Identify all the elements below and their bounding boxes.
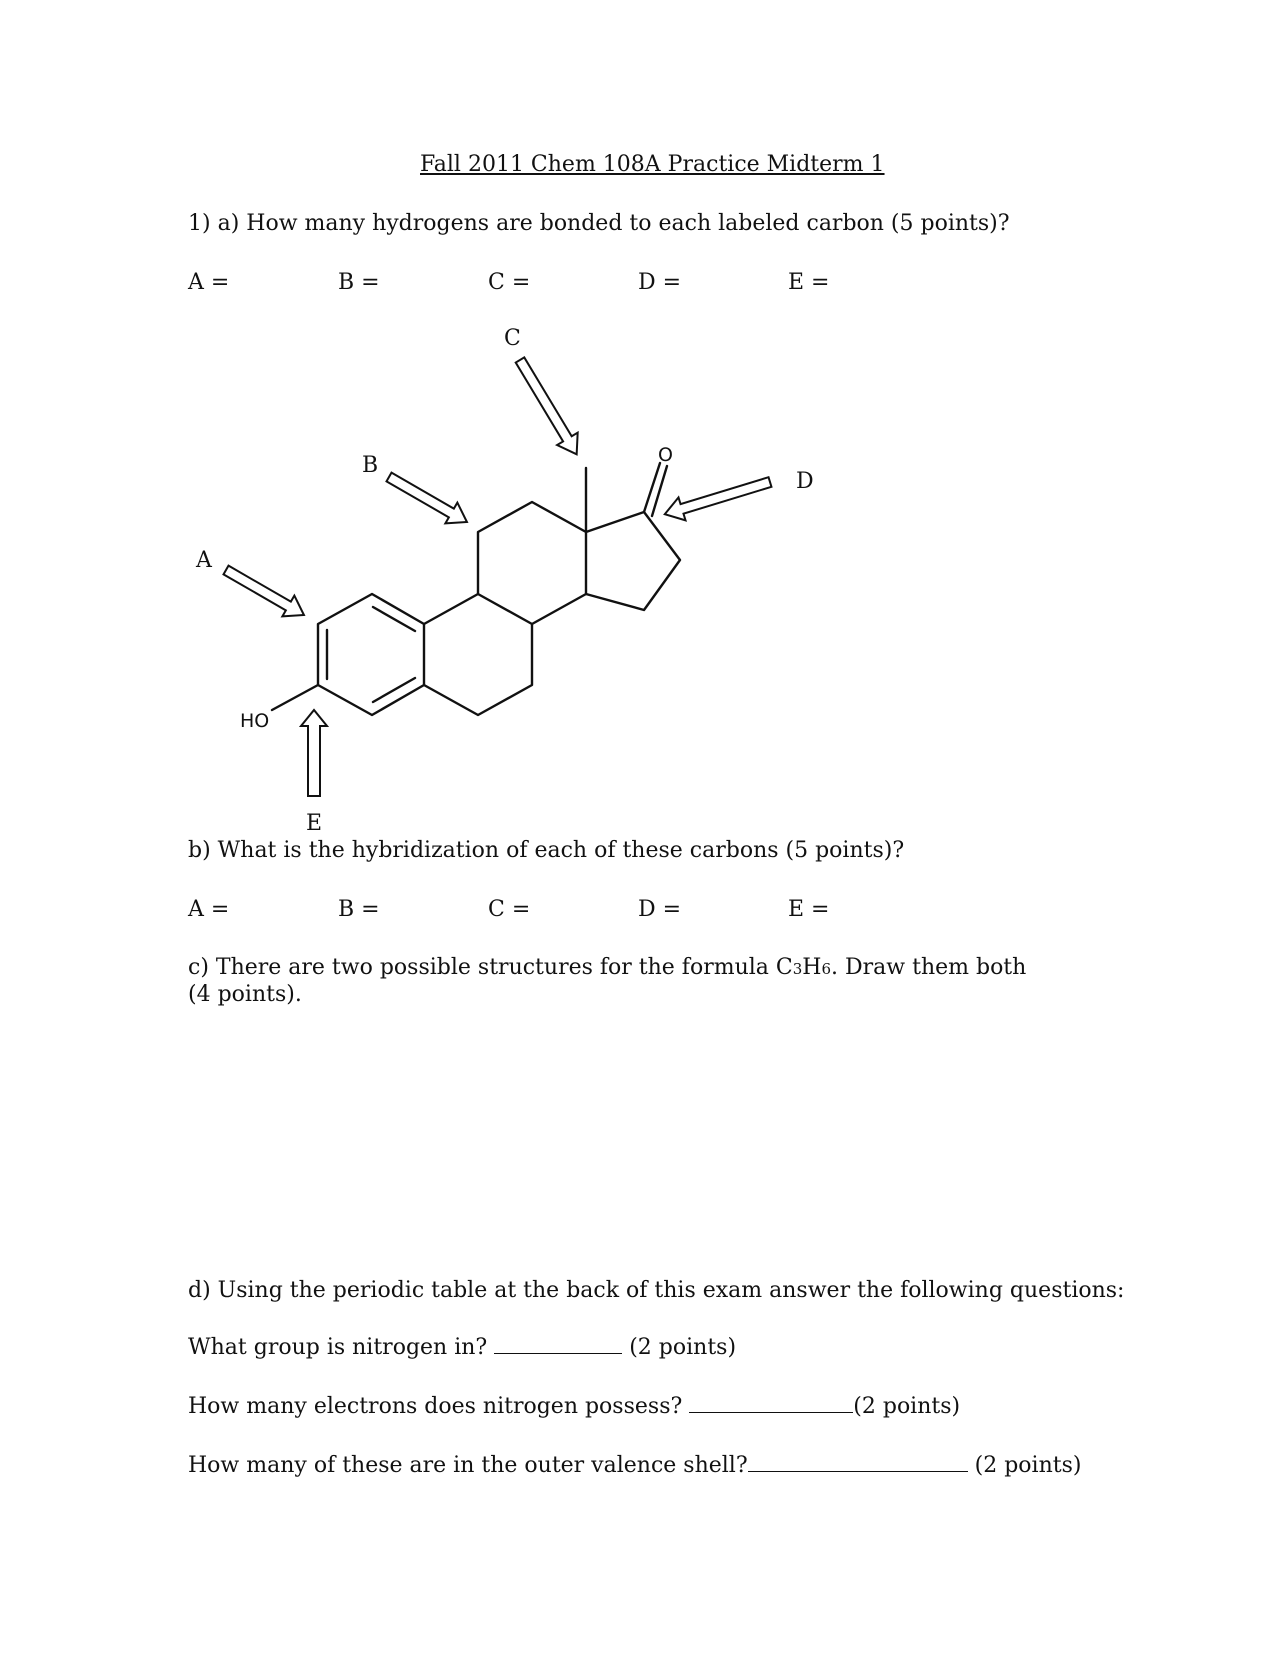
- aromatic-double-bond-1: [373, 607, 415, 631]
- carbonyl-bond-1: [644, 463, 660, 512]
- arrow-to-carbon-a: [220, 560, 310, 626]
- nitrogen-electrons-question-text: How many electrons does nitrogen possess?: [188, 1394, 690, 1419]
- question-1c-text-end: . Draw them both (4 points).: [188, 955, 1027, 1007]
- valence-electrons-question: [188, 1453, 1081, 1479]
- diagram-label-b: B: [362, 453, 379, 478]
- question-1a: 1) a) How many hydrogens are bonded to each labeled carbon (5 points)?: [188, 211, 1010, 236]
- carbonyl-bond-2: [652, 466, 667, 516]
- question-1c: [188, 955, 1028, 1008]
- answer-label-d-hybridization: D =: [638, 897, 682, 922]
- formula-hydrogen: H: [802, 955, 822, 980]
- diagram-label-d: D: [796, 469, 814, 494]
- answer-label-c-hybridization: C =: [488, 897, 531, 922]
- diagram-label-e: E: [306, 811, 323, 836]
- carbonyl-oxygen-label: O: [658, 444, 673, 466]
- nitrogen-electrons-points: (2 points): [853, 1394, 961, 1419]
- formula-subscript-3: 3: [792, 960, 803, 978]
- answer-label-e-hybridization: E =: [788, 897, 830, 922]
- ring-b: [424, 594, 532, 715]
- aromatic-ring-a: [318, 594, 424, 715]
- nitrogen-group-points: (2 points): [622, 1335, 737, 1360]
- ring-c: [478, 502, 586, 624]
- answer-label-c-hydrogens: C =: [488, 270, 531, 295]
- arrow-to-carbon-e: [301, 710, 327, 796]
- answer-label-a-hybridization: A =: [188, 897, 230, 922]
- exam-title: Fall 2011 Chem 108A Practice Midterm 1: [420, 152, 885, 177]
- question-1c-text-start: c) There are two possible structures for the formula C: [188, 955, 793, 980]
- nitrogen-group-question: [188, 1335, 736, 1361]
- nitrogen-group-answer-blank[interactable]: [494, 1335, 622, 1354]
- valence-electrons-points: (2 points): [967, 1453, 1082, 1478]
- diagram-label-c: C: [504, 326, 521, 351]
- diagram-label-a: A: [196, 548, 212, 573]
- arrow-to-carbon-d: [661, 471, 773, 526]
- formula-subscript-6: 6: [821, 960, 832, 978]
- answer-label-e-hydrogens: E =: [788, 270, 830, 295]
- arrow-to-carbon-b: [383, 467, 473, 533]
- answer-label-b-hydrogens: B =: [338, 270, 380, 295]
- valence-electrons-question-text: How many of these are in the outer valence shell?: [188, 1453, 748, 1478]
- nitrogen-group-question-text: What group is nitrogen in?: [188, 1335, 495, 1360]
- answer-label-a-hydrogens: A =: [188, 270, 230, 295]
- hydroxyl-label: HO: [240, 710, 270, 732]
- aromatic-double-bond-3: [373, 678, 415, 702]
- answer-label-d-hydrogens: D =: [638, 270, 682, 295]
- question-1d: d) Using the periodic table at the back of this exam answer the following questions:: [188, 1278, 1125, 1303]
- arrow-to-carbon-c: [510, 354, 587, 461]
- answer-label-b-hybridization: B =: [338, 897, 380, 922]
- hydroxyl-bond: [272, 685, 318, 710]
- valence-electrons-answer-blank[interactable]: [748, 1453, 968, 1472]
- ring-d: [586, 512, 680, 610]
- nitrogen-electrons-answer-blank[interactable]: [689, 1394, 853, 1413]
- question-1b: b) What is the hybridization of each of these carbons (5 points)?: [188, 838, 905, 863]
- nitrogen-electrons-question: [188, 1394, 960, 1420]
